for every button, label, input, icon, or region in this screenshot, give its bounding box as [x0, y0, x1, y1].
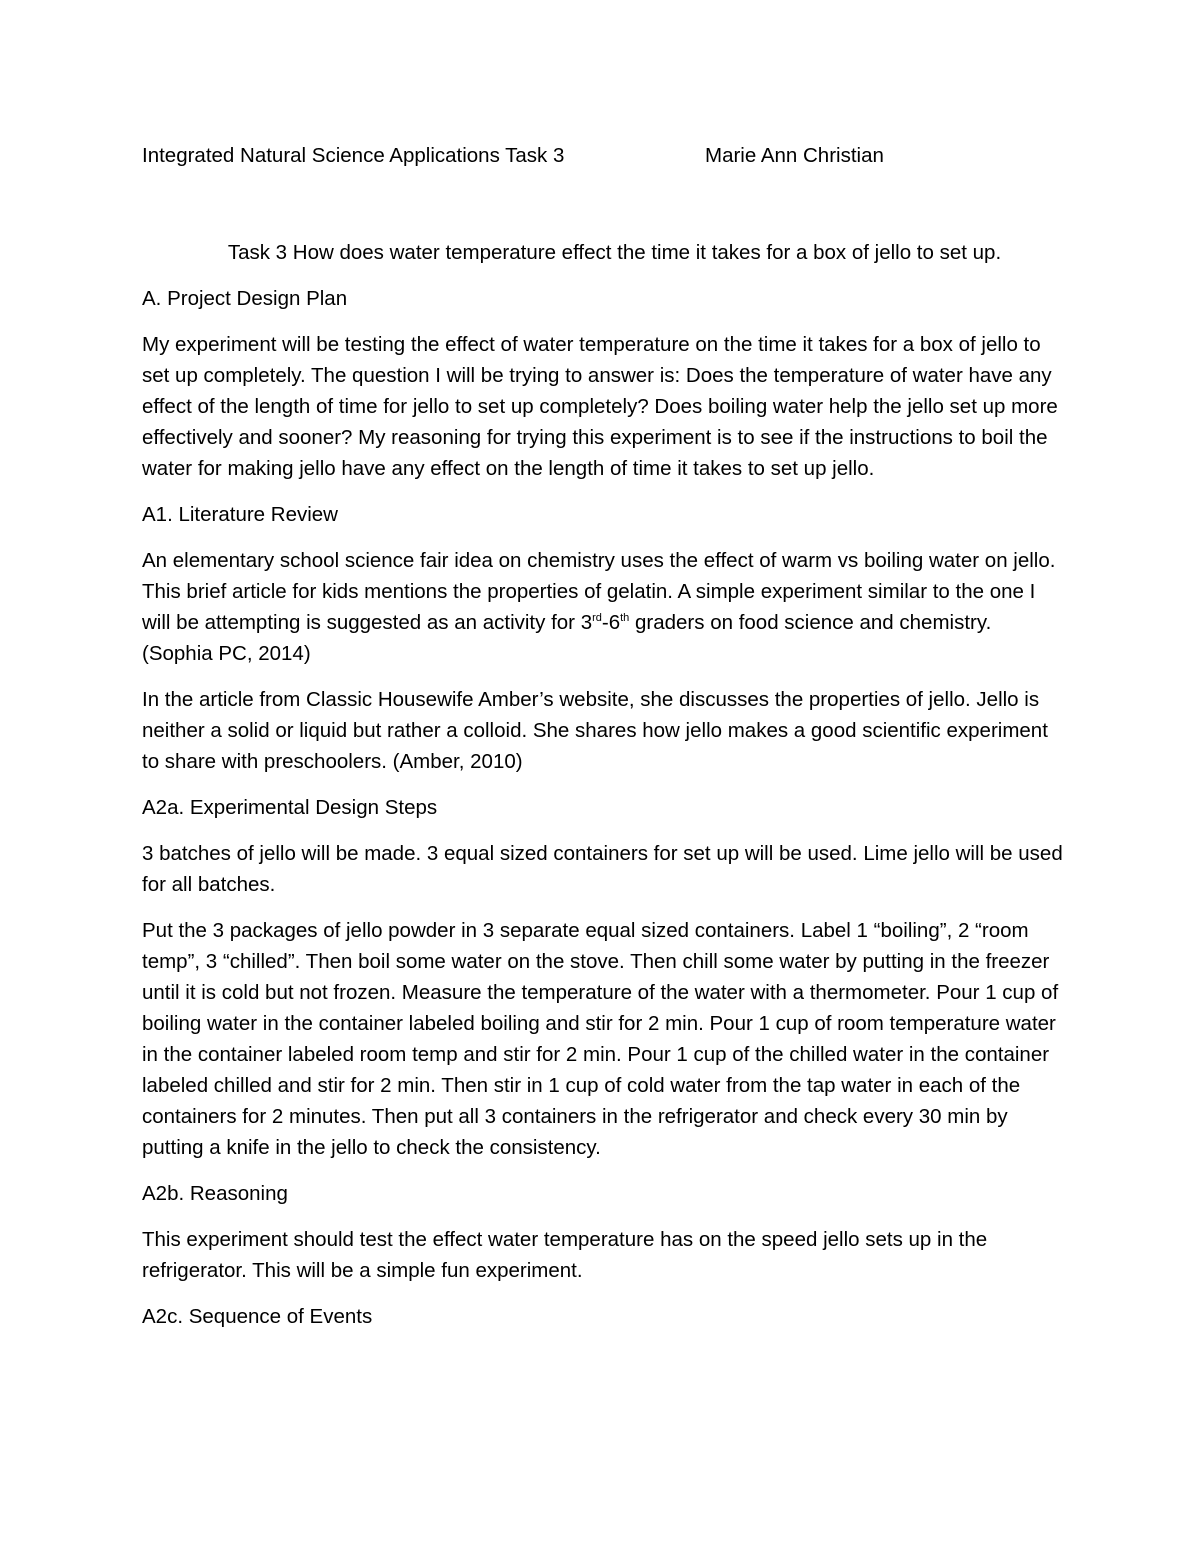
- section-heading-a: A. Project Design Plan: [142, 287, 348, 310]
- lit-superscript-th: th: [620, 612, 630, 625]
- section-heading-a2b: A2b. Reasoning: [142, 1182, 288, 1205]
- section-heading-a2a: A2a. Experimental Design Steps: [142, 796, 438, 819]
- course-title: Integrated Natural Science Applications Task 3: [142, 144, 565, 167]
- literature-review-paragraph-1: [142, 545, 1067, 669]
- document-body: [142, 237, 1067, 1347]
- task-title: Task 3 How does water temperature effect the time it takes for a box of jello to set up.: [227, 241, 1002, 264]
- design-steps-paragraph-1: 3 batches of jello will be made. 3 equal sized containers for set up will be used. Lime jello will be used for all batches.: [142, 842, 1063, 896]
- reasoning-paragraph: This experiment should test the effect water temperature has on the speed jello sets up in the refrigerator. This will be a simple fun experiment.: [142, 1228, 988, 1282]
- author-name: Marie Ann Christian: [705, 144, 884, 167]
- lit-text-part1: An elementary school science fair idea on chemistry uses the effect of warm vs boiling water on jello. This brief article for kids mentions the properties of gelatin. A simple experiment similar to the one I will be attempting is suggested as an activity for 3: [142, 549, 1056, 634]
- section-heading-a2c: A2c. Sequence of Events: [142, 1305, 373, 1328]
- lit-superscript-rd: rd: [592, 612, 602, 625]
- section-heading-a1: A1. Literature Review: [142, 503, 338, 526]
- section-a-paragraph: My experiment will be testing the effect of water temperature on the time it takes for a box of jello to set up completely. The question I will be trying to answer is: Does the temperature of water have any effect of the length of time for jello to set up completely? Does boiling water help the jello set up more effectively and sooner? My reasoning for trying this experiment is to see if the instructions to boil the water for making jello have any effect on the length of time it takes to set up jello.: [142, 333, 1058, 480]
- design-steps-paragraph-2: Put the 3 packages of jello powder in 3 separate equal sized containers. Label 1 “boiling”, 2 “room temp”, 3 “chilled”. Then boil some water on the stove. Then chill some water by putting in the freezer until it is cold but not frozen. Measure the temperature of the water with a thermometer. Pour 1 cup of boiling water in the container labeled boiling and stir for 2 min. Pour 1 cup of room temperature water in the container labeled room temp and stir for 2 min. Pour 1 cup of the chilled water in the container labeled chilled and stir for 2 min. Then stir in 1 cup of cold water from the tap water in each of the containers for 2 minutes. Then put all 3 containers in the refrigerator and check every 30 min by putting a knife in the jello to check the consistency.: [142, 919, 1059, 1159]
- lit-text-part2: -6: [601, 611, 621, 634]
- literature-review-paragraph-2: In the article from Classic Housewife Amber’s website, she discusses the properties of jello. Jello is neither a solid or liquid but rather a colloid. She shares how jello makes a good scientific experiment to share with preschoolers. (Amber, 2010): [142, 688, 1048, 773]
- lit-text-part3: graders on food science and chemistry. (Sophia PC, 2014): [142, 611, 992, 665]
